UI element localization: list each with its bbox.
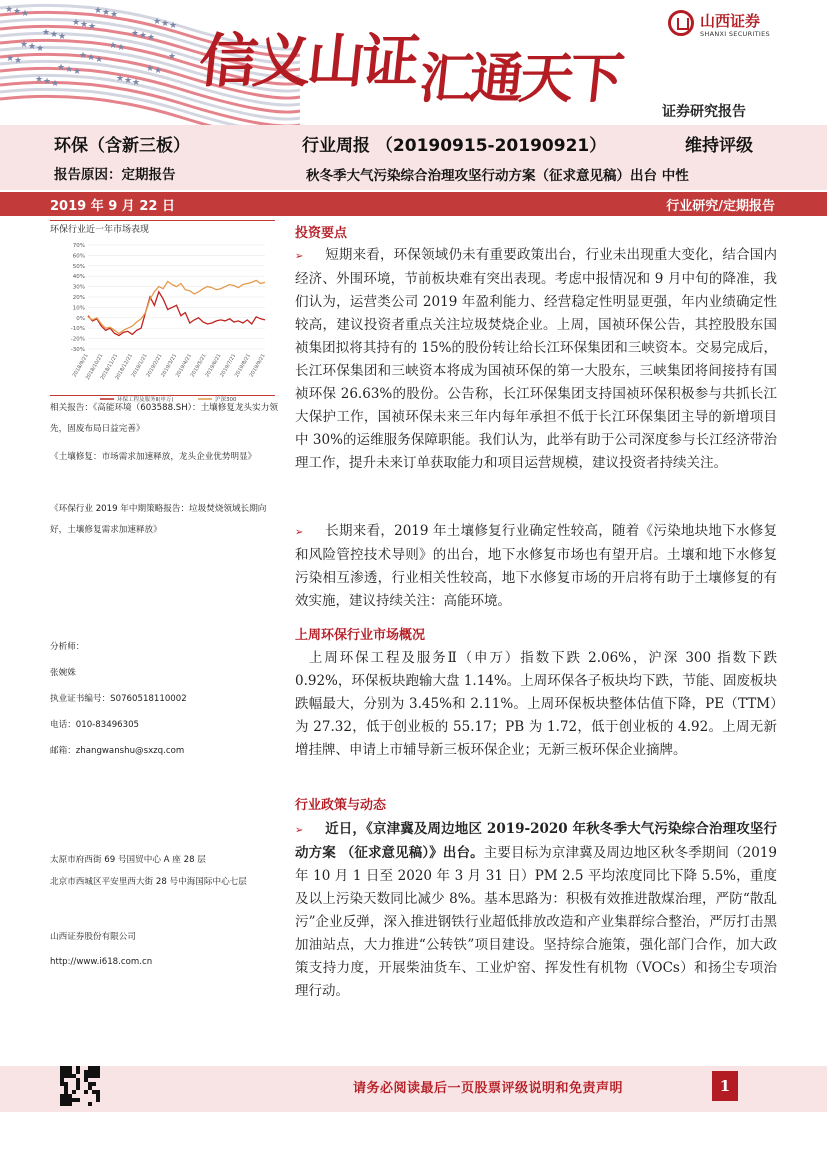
qr-cell (84, 1070, 88, 1074)
x-tick-label: 2019/2/21 (145, 353, 164, 379)
address-taiyuan: 太原市府西街 69 号国贸中心 A 座 28 层 (50, 855, 206, 865)
star-icon: ★ (117, 43, 126, 53)
qr-cell (76, 1082, 80, 1086)
x-tick-label: 2019/1/21 (130, 353, 149, 379)
qr-cell (60, 1094, 64, 1098)
policy-lead: 近日，《京津冀及周边地区 2019-2020 年秋冬季大气污染综合治理攻坚行动方案 （征求意见稿）》出台。 (295, 821, 777, 861)
qr-cell (60, 1066, 64, 1070)
qr-cell (64, 1074, 68, 1078)
qr-cell (76, 1070, 80, 1074)
qr-cell (64, 1082, 68, 1086)
y-tick-label: 70% (72, 243, 85, 249)
x-tick-label: 2018/12/21 (114, 353, 134, 381)
qr-cell (64, 1086, 68, 1090)
qr-cell (68, 1066, 72, 1070)
star-icon: ★ (36, 44, 45, 54)
x-tick-label: 2019/3/21 (160, 353, 179, 379)
x-tick-label: 2019/8/21 (233, 353, 252, 379)
star-icon: ★ (28, 42, 37, 52)
y-tick-label: 40% (72, 274, 85, 281)
legend-label: 沪深300 (215, 397, 237, 403)
star-icon: ★ (51, 79, 60, 89)
qr-cell (96, 1070, 100, 1074)
legend-label: 环保工程及服务Ⅱ(申万) (117, 397, 174, 403)
star-icon: ★ (132, 78, 141, 88)
qr-cell (76, 1086, 80, 1090)
qr-cell (88, 1086, 92, 1090)
star-icon: ★ (88, 22, 97, 32)
related-report-3: 《环保行业 2019 年中期策略报告：垃圾焚烧领域长期向好，土壤修复需求加速释放》 (50, 504, 267, 535)
qr-cell (60, 1102, 64, 1106)
logo-cn: 山西证券 (700, 12, 761, 30)
qr-cell (60, 1078, 64, 1082)
star-icon: ★ (116, 74, 125, 84)
company-name: 山西证券股份有限公司 (50, 932, 136, 942)
star-icon: ★ (168, 52, 177, 62)
qr-cell (72, 1074, 76, 1078)
logo-en: SHANXI SECURITIES (700, 30, 770, 38)
y-tick-label: -30% (70, 347, 85, 353)
qr-cell (60, 1070, 64, 1074)
star-icon: ★ (110, 10, 119, 20)
qr-cell (92, 1066, 96, 1070)
qr-cell (88, 1074, 92, 1078)
y-tick-label: 20% (72, 295, 85, 301)
banner (0, 0, 827, 125)
license-number: 执业证书编号：S0760518110002 (50, 694, 187, 704)
slogan-part2: 汇通天下 (416, 46, 624, 110)
paragraph-text: 主要目标为京津冀及周边地区秋冬季期间（2019 年 10 月 1 日至 2020 年 3 月 31 日）PM 2.5 平均浓度同比下降 5.5%，重度及以上污染天数同比减少 8%。基本思路为：积极有效推进散煤治理，严防“散乱污”企业反弹，深入推进钢铁行业超低排放改造和产业集群综合整治，严厉打击黑加油站点，大力推进“公转铁”项目建设。坚持综合施策，强化部门合作，加大政策支持力度，开展柴油货车、工业炉窑、挥发性有机物（VOCs）和扬尘专项治理行动。 (295, 845, 777, 999)
header-band (0, 125, 827, 190)
paragraph-text: 长期来看，2019 年土壤修复行业确定性较高，随着《污染地块地下水修复和风险管控技术导则》的出台，地下水修复市场也有望开启。土壤和地下水修复污染相互渗透，行业相关性较高，地下水修复市场的开启将有助于土壤修复的有效实施，建议持续关注：高能环境。 (295, 523, 777, 609)
y-tick-label: -20% (70, 336, 85, 343)
qr-cell (96, 1094, 100, 1098)
qr-cell (76, 1098, 80, 1102)
star-icon: ★ (42, 28, 51, 38)
series-line (88, 292, 265, 336)
star-icon: ★ (57, 63, 66, 73)
x-tick-label: 2019/4/21 (174, 353, 193, 379)
x-tick-label: 2019/9/21 (248, 353, 267, 379)
qr-cell (68, 1070, 72, 1074)
star-icon: ★ (65, 65, 74, 75)
star-icon: ★ (139, 31, 148, 41)
qr-cell (88, 1082, 92, 1086)
paragraph-market (295, 647, 777, 762)
slogan-part1: 信义山证 (195, 27, 420, 95)
qr-cell (84, 1074, 88, 1078)
date-bar (0, 192, 827, 216)
rating: 维持评级 (685, 136, 753, 156)
x-tick-label: 2019/6/21 (204, 353, 223, 379)
bullet-arrow-icon: ➢ (295, 251, 304, 262)
report-type: 证券研究报告 (662, 104, 746, 120)
star-icon: ★ (13, 7, 22, 17)
paragraph-long-term (295, 520, 777, 613)
qr-cell (88, 1070, 92, 1074)
x-tick-label: 2018/10/21 (84, 353, 105, 381)
address-beijing: 北京市西城区平安里西大街 28 号中海国际中心七层 (50, 877, 247, 887)
star-icon: ★ (80, 20, 89, 30)
x-tick-label: 2018/11/21 (99, 353, 120, 381)
company-logo (668, 10, 818, 44)
x-tick-label: 2019/5/21 (189, 353, 208, 379)
y-tick-label: -10% (70, 326, 85, 333)
qr-cell (92, 1090, 96, 1094)
qr-cell (76, 1078, 80, 1082)
section-heading-policy: 行业政策与动态 (295, 798, 387, 813)
y-tick-label: 10% (72, 305, 85, 312)
star-icon: ★ (43, 77, 52, 87)
bullet-arrow-icon: ➢ (295, 527, 304, 538)
qr-cell (88, 1066, 92, 1070)
chart-title: 环保行业近一年市场表现 (50, 225, 150, 235)
star-icon: ★ (94, 6, 103, 16)
logo-icon (668, 10, 694, 36)
disclaimer: 请务必阅读最后一页股票评级说明和免责声明 (353, 1081, 624, 1096)
qr-cell (92, 1082, 96, 1086)
star-icon: ★ (131, 29, 140, 39)
qr-cell (64, 1070, 68, 1074)
report-date: 2019 年 9 月 22 日 (50, 199, 175, 214)
qr-cell (60, 1074, 64, 1078)
star-icon: ★ (154, 66, 163, 76)
qr-cell (60, 1082, 64, 1086)
related-report-2: 《土壤修复：市场需求加速释放，龙头企业优势明显》 (50, 452, 257, 462)
qr-cell (96, 1066, 100, 1070)
qr-cell (88, 1102, 92, 1106)
star-icon: ★ (95, 55, 104, 65)
bullet-arrow-icon: ➢ (295, 825, 304, 836)
report-reason: 报告原因：定期报告 (54, 167, 176, 183)
qr-cell (64, 1098, 68, 1102)
section-heading-market: 上周环保行业市场概况 (295, 628, 426, 643)
qr-code-icon (60, 1066, 100, 1106)
qr-cell (68, 1094, 72, 1098)
qr-cell (64, 1102, 68, 1106)
website-link[interactable]: http://www.i618.com.cn (50, 957, 153, 967)
email[interactable]: 邮箱：zhangwanshu@sxzq.com (50, 746, 185, 756)
paragraph-policy (295, 818, 777, 1003)
paragraph-short-term (295, 244, 777, 475)
x-tick-label: 2018/9/21 (71, 353, 90, 379)
qr-cell (76, 1066, 80, 1070)
star-icon: ★ (14, 56, 23, 66)
qr-cell (64, 1094, 68, 1098)
slogan (195, 14, 627, 110)
analyst-label: 分析师： (50, 642, 85, 652)
paragraph-text: 短期来看，环保领域仍未有重要政策出台，行业未出现重大变化，结合国内经济、外围环境，节前板块难有突出表现。考虑中报情况和 9 月中旬的降准，我们认为，运营类公司 2019 年盈利能力、经营稳定性明显更强，年内业绩确定性较高，建议投资者重点关注垃圾焚烧企业。上周，国祯环保公告，其控股股东国祯集团拟将其持有的 15%的股份转让给长江环保集团和三峡资本。交易完成后，长江环保集团和三峡资本将成为国祯环保的第一大股东，三峡集团将间接持有国祯环保 26.63%的股份。公告称，长江环保集团支持国祯环保积极参与共抓长江大保护工作，国祯环保未来三年内每年承担不低于长江环保集团主导的新增项目中 30%的运维服务保障职能。我们认为，此举有助于公司深度参与长江经济带治理工作，提升未来订单获取能力和项目运营规模，建议投资者持续关注。 (295, 247, 777, 471)
star-icon: ★ (73, 67, 82, 77)
star-icon: ★ (161, 19, 170, 29)
qr-cell (68, 1074, 72, 1078)
star-icon: ★ (5, 5, 14, 15)
market-performance-chart (50, 237, 275, 412)
star-icon: ★ (146, 64, 155, 74)
analyst-name: 张婉姝 (50, 668, 76, 678)
section-heading-key-points: 投资要点 (295, 226, 348, 241)
page-number: 1 (712, 1071, 738, 1101)
qr-cell (64, 1090, 68, 1094)
star-icon: ★ (21, 9, 30, 19)
star-icon: ★ (169, 21, 178, 31)
star-icon: ★ (72, 18, 81, 28)
qr-cell (96, 1090, 100, 1094)
star-icon: ★ (20, 40, 29, 50)
weekly-title: 行业周报 （20190915-20190921） (302, 136, 607, 156)
star-icon: ★ (6, 54, 15, 64)
star-icon: ★ (102, 8, 111, 18)
qr-cell (96, 1098, 100, 1102)
y-tick-label: 30% (72, 284, 85, 291)
y-tick-label: 60% (72, 253, 85, 260)
y-tick-label: 50% (72, 263, 85, 270)
y-tick-label: 0% (76, 315, 85, 322)
qr-cell (96, 1074, 100, 1078)
star-icon: ★ (109, 41, 118, 51)
divider (50, 395, 275, 396)
star-icon: ★ (147, 33, 156, 43)
sector-title: 环保（含新三板） (54, 136, 190, 156)
qr-cell (92, 1074, 96, 1078)
divider (50, 220, 275, 221)
related-report-1: 相关报告：《高能环境（603588.SH）：土壤修复龙头实力领先，固废布局日益完善》 (50, 403, 278, 434)
star-icon: ★ (124, 76, 133, 86)
qr-cell (84, 1090, 88, 1094)
report-category: 行业研究/定期报告 (666, 199, 775, 214)
star-icon: ★ (153, 17, 162, 27)
qr-cell (72, 1098, 76, 1102)
phone: 电话：010-83496305 (50, 720, 140, 730)
qr-cell (64, 1066, 68, 1070)
qr-cell (92, 1070, 96, 1074)
star-icon: ★ (87, 53, 96, 63)
qr-cell (84, 1078, 88, 1082)
headline: 秋冬季大气污染综合治理攻坚行动方案（征求意见稿）出台 中性 (306, 168, 689, 184)
qr-cell (72, 1090, 76, 1094)
qr-cell (68, 1098, 72, 1102)
star-icon: ★ (79, 51, 88, 61)
star-icon: ★ (35, 75, 44, 85)
qr-cell (60, 1098, 64, 1102)
qr-cell (68, 1102, 72, 1106)
x-tick-label: 2019/7/21 (219, 353, 238, 379)
star-icon: ★ (58, 32, 67, 42)
star-icon: ★ (50, 30, 59, 40)
paragraph-text: 上周环保工程及服务Ⅱ（申万）指数下跌 2.06%，沪深 300 指数下跌 0.92%，环保板块跑输大盘 1.14%。上周环保各子板块均下跌，节能、固废板块跌幅最大，分别为 3.45%和 2.11%。上周环保板块整体估值下降，PE（TTM）为 27.32，低于创业板的 55.17；PB 为 1.72，低于创业板的 4.92。上周无新增挂牌、申请上市辅导新三板环保企业；无新三板环保企业摘牌。 (295, 650, 777, 758)
